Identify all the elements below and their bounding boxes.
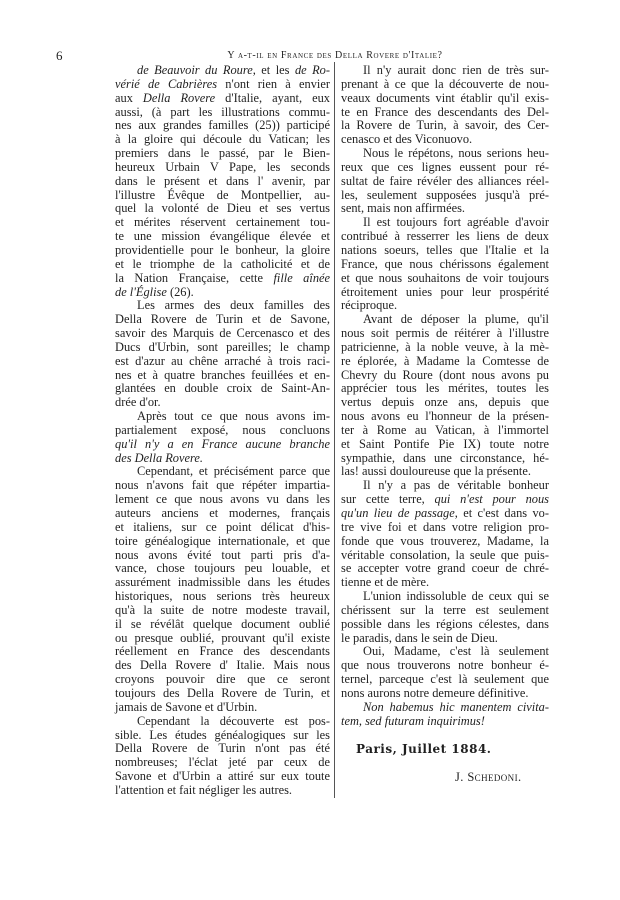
text-line: Chevry du Roure (dont nous avons pu — [341, 367, 549, 382]
text-line: ou presque oublié, prouvant qu'il existe — [115, 630, 330, 645]
text-line: Après tout ce que nous avons im- — [137, 409, 330, 424]
italic-text: Non habemus hic manentem civita- — [363, 699, 549, 714]
text-line: quel la volonté de Dieu et ses vertus — [115, 201, 330, 216]
italic-text: de Beauvoir du Roure, — [137, 63, 256, 77]
paragraph — [341, 313, 549, 479]
text-line: ter à Rome au Vatican, à l'immortel — [341, 422, 549, 437]
text-line: cenasco et des Viconuovo. — [341, 132, 473, 147]
text-line: reux que ces lignes eussent pour ré- — [341, 159, 549, 174]
text-line: prenant à ce que la découverte de nou- — [341, 76, 549, 91]
text-line: Les armes des deux familles des — [137, 298, 330, 313]
text-line: le paradis, dans le sein de Dieu. — [341, 630, 498, 645]
italic-text: tem, sed futuram inquirimus! — [341, 713, 485, 728]
paragraph — [341, 64, 549, 147]
italic-text: vérié de Cabrières — [115, 76, 218, 91]
text-line — [115, 286, 330, 300]
text-line: l'attention et fait négliger les autres. — [115, 782, 293, 797]
text-line: Ducs d'Urbin, sont pareilles; le champ — [115, 339, 330, 354]
text-segment: d'Italie, ayant, eux — [215, 90, 330, 105]
text-line: aussi, (à part les illustrations commu- — [115, 104, 330, 119]
text-segment: et les — [255, 63, 295, 77]
text-segment: (26). — [166, 284, 194, 299]
paragraph — [341, 147, 549, 216]
paragraph — [115, 715, 330, 798]
text-line: Cependant la découverte est pos- — [137, 713, 330, 728]
text-line: et italiens, sur ce point délicat d'his- — [115, 519, 330, 534]
text-segment: , et c'est dans vo- — [454, 506, 549, 520]
text-line: toire généalogique internationale, et que — [115, 533, 330, 548]
text-line: sible. Les études généalogiques sur les — [115, 727, 330, 742]
text-line: dans le présent et dans l' avenir, par — [115, 173, 330, 188]
text-line: Il n'y a pas de véritable bonheur — [363, 478, 549, 493]
text-line: veaux documents vint établir qu'il exis- — [341, 90, 549, 105]
text-line: auteurs anciens et modernes, français — [115, 506, 330, 520]
text-line: savoir des Marquis de Cercenasco et des — [115, 326, 330, 341]
paragraph — [341, 701, 549, 729]
text-line: re éplorée, à Madame la Comtesse de — [341, 353, 549, 368]
text-segment: aux — [115, 90, 143, 105]
text-line — [115, 438, 330, 452]
text-segment: la Nation Française, cette — [115, 270, 274, 285]
text-line — [115, 452, 330, 466]
text-line: Avant de déposer la plume, qu'il — [363, 312, 549, 327]
italic-text: qu'un lieu de passage — [341, 506, 455, 520]
text-line: et le triomphe de la catholicité et de — [115, 256, 330, 271]
text-line: vance, chose toujours peu louable, et — [115, 561, 330, 576]
paragraph — [341, 645, 549, 700]
text-line: et mérites réservent certainement tou- — [115, 215, 330, 230]
text-line: drée d'or. — [115, 395, 161, 410]
text-line: France, que nous chérissons également — [341, 256, 549, 271]
text-line: que nous trouverons notre bonheur é- — [341, 658, 549, 673]
paragraph — [115, 410, 330, 465]
text-line: Cependant, et précisément parce que — [137, 464, 330, 479]
text-line: jamais de Savone et d'Urbin. — [115, 699, 258, 714]
text-line: glantées en double croix de Saint-An- — [115, 381, 330, 396]
text-line: sympathie, dans une circonstance, hé- — [341, 450, 549, 465]
text-line: il se révélât quelque document oublié — [115, 616, 330, 631]
paragraph — [115, 64, 330, 299]
text-line — [115, 64, 330, 78]
italic-text: des Della Rovere. — [115, 450, 203, 465]
text-line: tre vive foi et dans votre religion pro- — [341, 519, 549, 534]
text-line: Nous le répétons, nous serions heu- — [363, 146, 549, 161]
text-line: Il est toujours fort agréable d'avoir — [363, 215, 549, 230]
text-line: Savone et d'Urbin a attiré sur eux toute — [115, 769, 330, 784]
right-column — [341, 64, 549, 729]
text-line: nes aux grandes familles (25)) participé — [115, 118, 330, 133]
text-line: nombreuses; l'éclat jeté par ceux de — [115, 755, 330, 770]
column-divider — [334, 62, 335, 798]
text-line: tienne et de mère. — [341, 575, 430, 590]
text-line: véritable consolation, la seule que puis- — [341, 547, 549, 562]
text-line: sent, mais non affirmées. — [341, 201, 465, 216]
italic-text: de Ro- — [294, 63, 331, 77]
text-line: Della Rovere de Turin n'ont pas été — [115, 741, 330, 756]
text-line: étroitement unies pour leur prospérité — [341, 284, 549, 299]
paragraph — [115, 465, 330, 714]
italic-text: de l'Église — [115, 284, 167, 299]
text-line: nous avons eu l'honneur de la présen- — [341, 409, 549, 424]
text-line: heureux Urbain V Pape, les seconds — [115, 159, 330, 174]
text-line — [341, 715, 549, 729]
text-line: partialement exposé, nous concluons — [115, 422, 330, 437]
page-number: 6 — [56, 48, 63, 63]
text-line: et Saint Pontife Pie IX) toute notre — [341, 436, 549, 451]
text-line: la Rovere de Turin, à savoir, des Cer- — [341, 118, 549, 133]
italic-text: qui n'est pour nous — [434, 492, 549, 507]
text-line: premiers dans le passé, par le Bien- — [115, 146, 330, 161]
text-line: réellement en France des descendants — [115, 644, 330, 659]
text-line: possible dans les régions célestes, dans — [341, 616, 549, 631]
signature: J. Schedoni. — [455, 770, 522, 784]
running-title: Y a-t-il en France des Della Rovere d'Italie? — [227, 50, 443, 61]
text-line: Della Rovere de Turin et de Savone, — [115, 312, 330, 327]
paragraph — [341, 479, 549, 590]
text-line: sultat de faire révéler des alliances réel- — [341, 173, 549, 188]
text-segment: sur cette terre, — [341, 492, 435, 507]
text-line: te une mission évangélique élevée et — [115, 229, 330, 244]
text-line: apprécier tous les mérites, toutes les — [341, 381, 549, 396]
text-line: les, seulement supposées jusqu'à pré- — [341, 187, 549, 202]
text-segment: n'ont rien à envier — [217, 76, 330, 91]
text-line: Oui, Madame, c'est là seulement — [363, 644, 549, 659]
text-line — [341, 507, 549, 521]
text-line: historiques, nous serions très heureux — [115, 589, 330, 604]
paragraph — [341, 216, 549, 313]
text-line: toujours des Della Rovere de Turin, et — [115, 685, 330, 700]
text-line: réciproque. — [341, 298, 398, 313]
place-date: Paris, Juillet 1884. — [356, 742, 492, 756]
text-line: des Della Rovere d' Italie. Mais nous — [115, 658, 330, 673]
text-line: nons aurons notre demeure définitive. — [341, 685, 529, 700]
text-line: chérissent sur la terre est seulement — [341, 602, 549, 617]
text-line: est d'azur au chêne arraché à trois raci- — [115, 353, 330, 368]
left-column — [115, 64, 330, 798]
italic-text: qu'il n'y a en France aucune branche — [115, 436, 330, 451]
text-line: assurément inadmissible dans les études — [115, 575, 330, 590]
paragraph — [341, 590, 549, 645]
text-line: à la gloire qui découle du Vatican; les — [115, 132, 330, 147]
text-line: nous n'avons fait que répéter impartia- — [115, 478, 330, 493]
text-line — [341, 493, 549, 507]
text-line: nations soeurs, telles que l'Italie et la — [341, 242, 549, 257]
italic-text: Della Rovere — [142, 90, 216, 105]
text-line: Il n'y aurait donc rien de très sur- — [363, 63, 549, 77]
text-line: providentielle pour le bonheur, la gloire — [115, 242, 330, 257]
text-line: te en France des descendants des Del- — [341, 104, 549, 119]
text-line: qu'à la suite de notre modeste travail, — [115, 602, 330, 617]
text-line — [115, 78, 330, 92]
text-line — [115, 272, 330, 286]
text-line: L'union indissoluble de ceux qui se — [363, 589, 549, 604]
text-line — [341, 701, 549, 715]
text-line: nous avons évité tout parti pris d'a- — [115, 547, 330, 562]
text-line: et que nous souhaitons de voir toujours — [341, 270, 549, 285]
text-line: se accepter votre grand coeur de chré- — [341, 561, 549, 576]
text-line: patricienne, à la noble veuve, à la mè- — [341, 339, 549, 354]
text-line: l'illustre Évêque de Montpellier, au- — [115, 187, 330, 202]
text-line — [115, 92, 330, 106]
text-line: nous soit permis de réitérer à l'illustre — [341, 326, 549, 341]
text-line: fonde que vous trouverez, Madame, la — [341, 533, 549, 548]
text-line: ternel, parceque c'est là seulement que — [341, 672, 549, 687]
paragraph — [115, 299, 330, 410]
text-line: lement ce que nous avons vu dans les — [115, 492, 330, 507]
text-line: nes et à quatre branches feuillées et en- — [115, 367, 330, 382]
text-line: contribué à resserrer les liens de deux — [341, 229, 549, 244]
text-line: las! aussi douloureuse que la présente. — [341, 464, 531, 479]
italic-text: fille aînée — [273, 270, 331, 285]
text-line: croyons pouvoir dire que ce seront — [115, 672, 330, 687]
text-line: vertus depuis onze ans, depuis que — [341, 395, 549, 410]
